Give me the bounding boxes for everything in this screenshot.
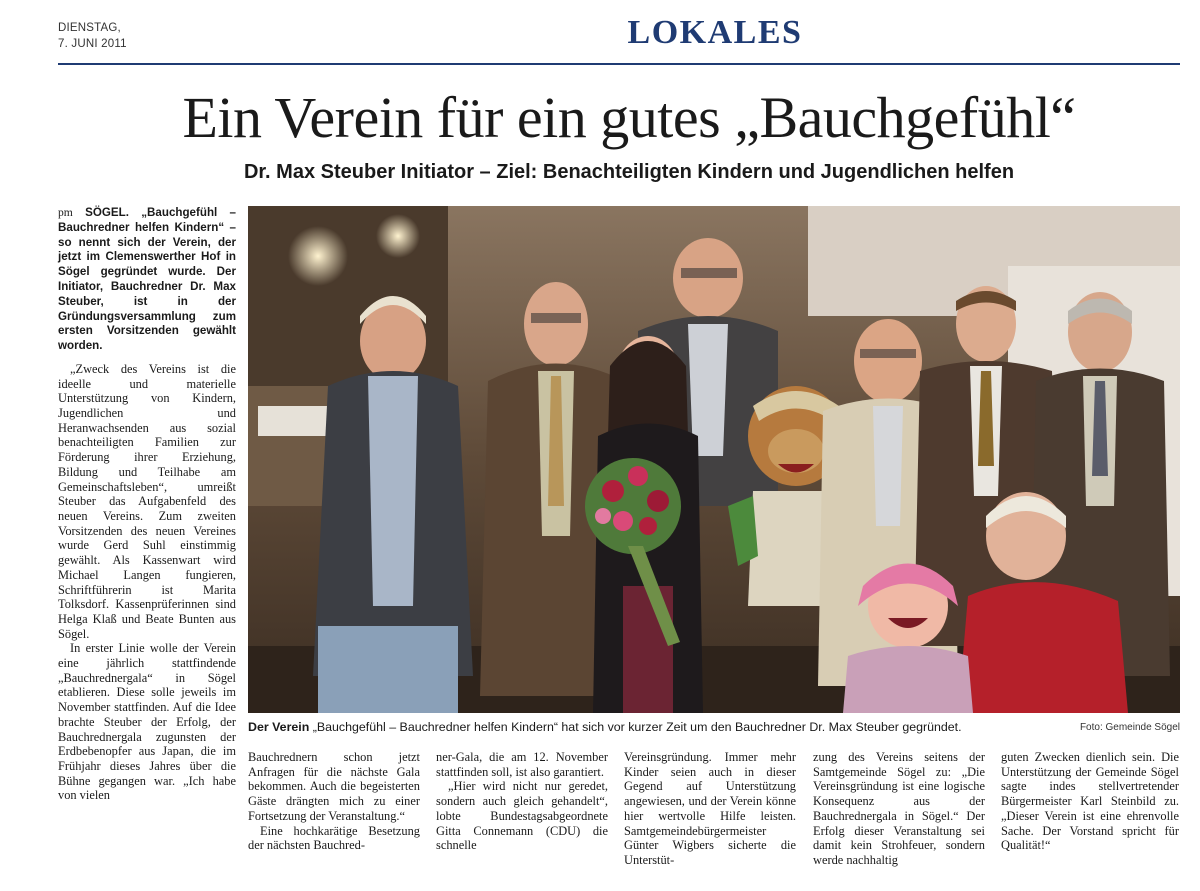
section-title: LOKALES — [627, 14, 803, 51]
article-column-4 — [624, 750, 796, 868]
paragraph: Eine hochkarätige Besetzung der nächsten Bauchred- — [248, 823, 420, 853]
paragraph: Vereinsgründung. Immer mehr Kinder seien auch in dieser Gegend auf Unterstützung angewiesen, und der Verein könne hier wertvolle Hilfe leisten. Samtgemeindebürgermeister Günter Wigbers sicherte die Unterstüt- — [624, 750, 796, 867]
group-photo — [248, 206, 1180, 713]
header-rule — [58, 63, 1180, 65]
article-column-2 — [248, 750, 420, 853]
article-column-6 — [1001, 750, 1179, 853]
paragraph: „Hier wird nicht nur geredet, sondern auch gleich gehandelt“, lobte Bundestagsabgeordnete Gitta Connemann (CDU) die schnelle — [436, 779, 608, 853]
paragraph: „Zweck des Vereins ist die ideelle und materielle Unterstützung von Kindern, Jugendlichen und Heranwachsenden aus sozial benachteiligten Familien zur Förderung ihrer Erziehung, Bildung und Teilhabe am Gemeinschaftsleben“, umreißt Steuber das Aufgabenfeld des neuen Vereins. Zum zweiten Vorsitzenden des neuen Vereines wurde Gerd Suhl einstimmig gewählt. Als Kassenwart wird Michael Langen fungieren, Schriftführerin ist Marita Tolksdorf. Kassenprüferinnen sind Helga Klaß und Beate Bunten aus Sögel. — [58, 361, 236, 641]
photo-credit: Foto: Gemeinde Sögel — [1079, 722, 1180, 733]
article-intro — [58, 206, 236, 354]
caption-text: „Bauchgefühl – Bauchredner helfen Kindern“ hat sich vor kurzer Zeit um den Bauchredner Dr. Max Steuber gegründet. — [309, 720, 962, 734]
paragraph: Bauchrednern schon jetzt Anfragen für die nächste Gala bekommen. Auch die begeisterten Gäste drängten mich zu einer Fortsetzung der Veranstaltung.“ — [248, 750, 420, 823]
headline: Ein Verein für ein gutes „Bauchgefühl“ — [182, 85, 1076, 150]
article-column-1 — [58, 206, 236, 803]
paragraph: In erster Linie wolle der Verein eine jährlich stattfindende „Bauchrednergala“ in Sögel etablieren. Diese solle jeweils im November stattfinden. Auf die Idee brachte Steuber der Erfolg, der Bauchrednergala zugunsten der Erdbebenopfer aus Japan, die im Frühjahr dieses Jahres über die Bühne gegangen war. „Ich habe von vielen — [58, 641, 236, 803]
issue-date — [58, 20, 127, 52]
subheadline: Dr. Max Steuber Initiator – Ziel: Benachteiligten Kindern und Jugendlichen helfen — [243, 161, 1015, 183]
paragraph: ner-Gala, die am 12. November stattfinden soll, ist also garantiert. — [436, 750, 608, 779]
intro-text: SÖGEL. „Bauchgefühl – Bauchredner helfen Kindern“ – so nennt sich der Verein, der jetzt im Clemenswerther Hof in Sögel gegründet wurde. Der Initiator, Bauchredner Dr. Max Steuber, ist in der Gründungsversammlung zum ersten Vorsitzenden gewählt worden. — [58, 206, 236, 353]
paragraph: guten Zwecken dienlich sein. Die Unterstützung der Gemeinde Sögel sagte indes stellvertretender Bürgermeister Karl Steinbild zu. „Dieser Verein ist eine ehrenvolle Sache. Der Vorstand spricht für Qualität!“ — [1001, 750, 1179, 853]
article-column-3 — [436, 750, 608, 853]
date-weekday: DIENSTAG, — [58, 22, 121, 34]
date-day: 7. JUNI 2011 — [58, 38, 127, 50]
author-initials: pm — [58, 206, 73, 219]
article-column-5 — [813, 750, 985, 868]
caption-lead: Der Verein — [248, 720, 310, 734]
photo-caption — [248, 718, 1180, 738]
paragraph: zung des Vereins seitens der Samtgemeinde Sögel zu: „Die Vereinsgründung ist eine logische Konsequenz aus der Bauchrednergala in Sögel.“ Der Erfolg dieser Veranstaltung sei damit kein Strohfeuer, sondern werde nachhaltig — [813, 750, 985, 867]
